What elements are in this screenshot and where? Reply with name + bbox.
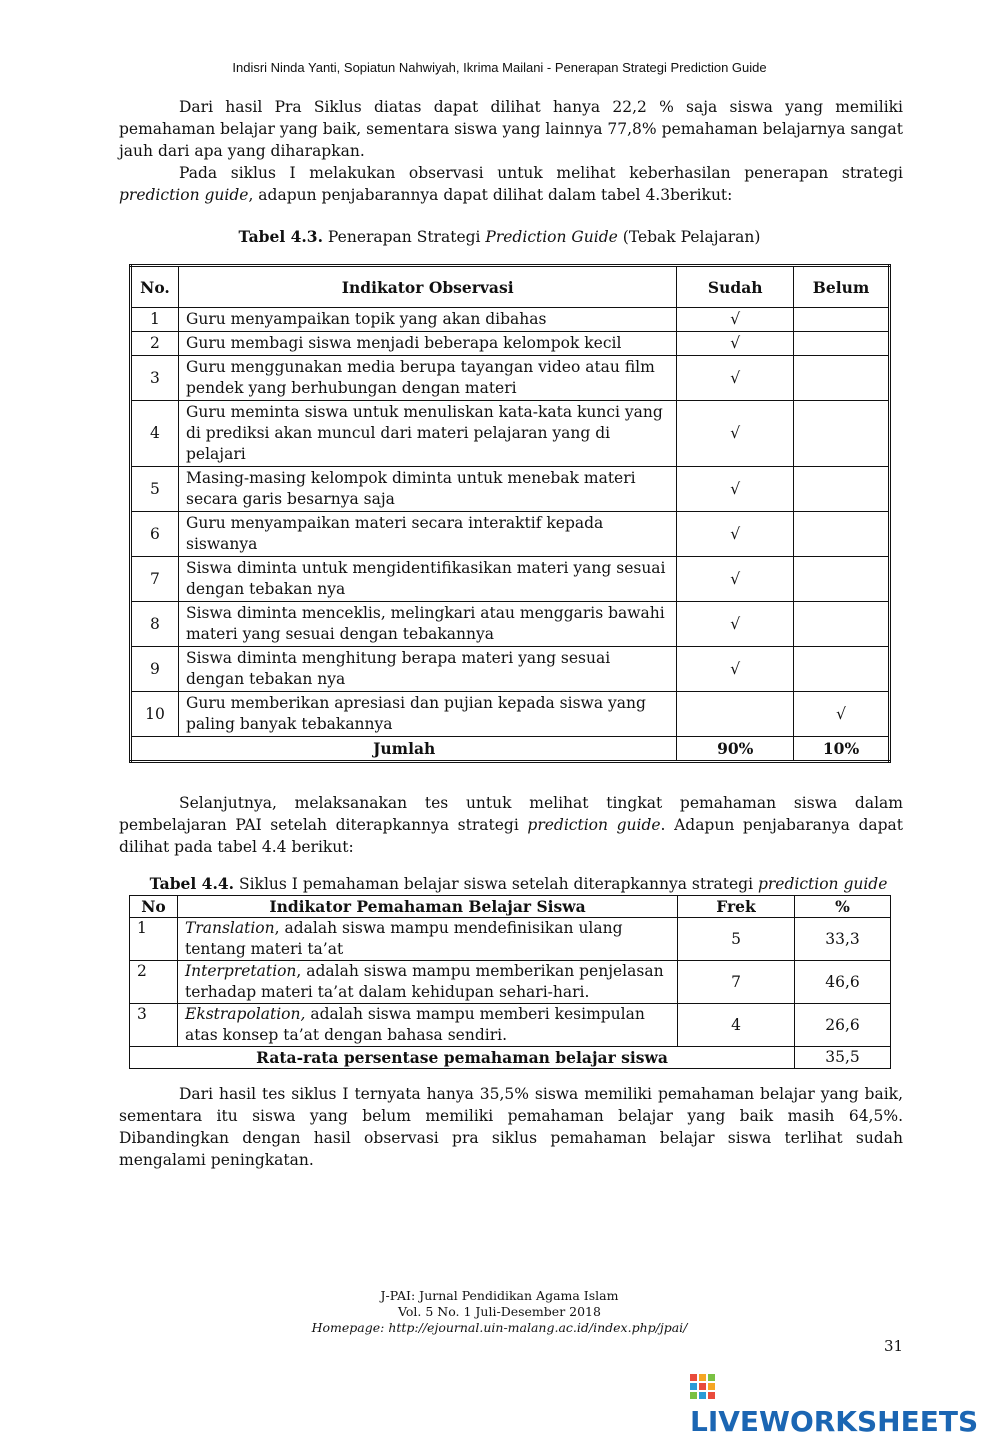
paragraph-text: Pada siklus I melakukan observasi untuk melihat keberhasilan penerapan strategi <box>179 164 903 182</box>
row-indikator: Guru menyampaikan materi secara interaktif kepada siswanya <box>178 512 676 557</box>
average-value: 35,5 <box>795 1047 891 1069</box>
row-no: 6 <box>131 512 179 557</box>
row-frek: 4 <box>678 1004 795 1047</box>
row-sudah-check: √ <box>677 512 794 557</box>
table-row <box>131 356 890 401</box>
row-belum-check <box>794 647 890 692</box>
row-belum-check <box>794 356 890 401</box>
page-number: 31 <box>884 1337 904 1355</box>
row-no: 2 <box>130 961 178 1004</box>
liveworksheets-logo <box>690 1372 999 1438</box>
row-sudah-check: √ <box>677 401 794 467</box>
row-no: 9 <box>131 647 179 692</box>
row-indikator: Guru menggunakan media berupa tayangan video atau film pendek yang berhubungan dengan materi <box>178 356 676 401</box>
table-4-4-caption <box>19 874 999 893</box>
row-indikator <box>178 918 678 961</box>
row-indikator: Guru menyampaikan topik yang akan dibahas <box>178 308 676 332</box>
row-no: 2 <box>131 332 179 356</box>
paragraph-text: Selanjutnya, melaksanakan tes untuk melihat tingkat pemahaman siswa dalam pembelajaran PAI setelah diterapkannya strategi <box>119 794 903 834</box>
caption-text: Penerapan Strategi <box>323 228 486 246</box>
total-belum: 10% <box>794 737 890 762</box>
caption-italic: prediction guide <box>757 875 888 893</box>
table-row <box>130 961 891 1004</box>
table-header-row <box>131 266 890 308</box>
table-row <box>131 647 890 692</box>
col-header-no: No. <box>131 266 179 308</box>
table-average-row <box>130 1047 891 1069</box>
row-indikator: Guru membagi siswa menjadi beberapa kelompok kecil <box>178 332 676 356</box>
row-no: 3 <box>131 356 179 401</box>
table-4-3-caption <box>0 227 999 246</box>
caption-label: Tabel 4.4. <box>149 874 235 893</box>
row-indikator: Siswa diminta menghitung berapa materi yang sesuai dengan tebakan nya <box>178 647 676 692</box>
paragraph-text: . Adapun penjabaranya dapat dilihat pada tabel 4.4 berikut: <box>119 816 904 856</box>
row-sudah-check: √ <box>677 557 794 602</box>
table-row <box>131 692 890 737</box>
paragraph-tes <box>119 792 903 858</box>
footer-volume: Vol. 5 No. 1 Juli-Desember 2018 <box>398 1304 601 1319</box>
row-sudah-check: √ <box>677 647 794 692</box>
col-header-indikator: Indikator Pemahaman Belajar Siswa <box>178 896 678 918</box>
table-row <box>131 332 890 356</box>
footer-journal: J-PAI: Jurnal Pendidikan Agama Islam <box>380 1288 619 1303</box>
row-no: 5 <box>131 467 179 512</box>
row-indikator <box>178 961 678 1004</box>
indikator-term: Interpretation <box>185 962 297 980</box>
indikator-term: Translation <box>185 919 275 937</box>
table-row <box>131 602 890 647</box>
row-sudah-check: √ <box>677 602 794 647</box>
row-belum-check <box>794 512 890 557</box>
col-header-belum: Belum <box>794 266 890 308</box>
row-no: 10 <box>131 692 179 737</box>
table-4-3 <box>129 264 891 763</box>
row-frek: 5 <box>678 918 795 961</box>
brand-text: LIVEWORKSHEETS <box>690 1405 979 1438</box>
total-sudah: 90% <box>677 737 794 762</box>
row-sudah-check <box>677 692 794 737</box>
row-indikator: Siswa diminta untuk mengidentifikasikan materi yang sesuai dengan tebakan nya <box>178 557 676 602</box>
table-header-row <box>130 896 891 918</box>
paragraph-conclusion: Dari hasil tes siklus I ternyata hanya 35,5% siswa memiliki pemahaman belajar yang baik, sementara itu siswa yang belum memiliki pemahaman belajar yang baik masih 64,5%. Dibandingkan dengan hasil observasi pra siklus pemahaman belajar siswa terlihat sudah mengalami peningkatan. <box>119 1085 903 1169</box>
row-no: 3 <box>130 1004 178 1047</box>
paragraph-siklus-1 <box>119 162 903 206</box>
row-no: 8 <box>131 602 179 647</box>
row-belum-check <box>794 332 890 356</box>
liveworksheets-grid-icon <box>690 1374 716 1400</box>
col-header-indikator: Indikator Observasi <box>178 266 676 308</box>
row-indikator: Siswa diminta menceklis, melingkari atau menggaris bawahi materi yang sesuai dengan tebakannya <box>178 602 676 647</box>
row-sudah-check: √ <box>677 467 794 512</box>
col-header-percent: % <box>795 896 891 918</box>
row-no: 1 <box>130 918 178 961</box>
row-belum-check <box>794 401 890 467</box>
table-row <box>131 512 890 557</box>
indikator-description: , adalah siswa mampu memberikan penjelasan terhadap materi ta’at dalam kehidupan sehari-hari. <box>185 962 664 1001</box>
table-4-4 <box>129 895 891 1069</box>
row-percent: 33,3 <box>795 918 891 961</box>
row-no: 7 <box>131 557 179 602</box>
caption-text: Siklus I pemahaman belajar siswa setelah diterapkannya strategi <box>234 875 758 893</box>
table-row <box>130 1004 891 1047</box>
indikator-description: , adalah siswa mampu mendefinisikan ulang tentang materi ta’at <box>185 919 623 958</box>
row-indikator: Guru meminta siswa untuk menuliskan kata-kata kunci yang di prediksi akan muncul dari materi pelajaran yang di pelajari <box>178 401 676 467</box>
footer-homepage: Homepage: http://ejournal.uin-malang.ac.id/index.php/jpai/ <box>311 1320 688 1335</box>
row-percent: 46,6 <box>795 961 891 1004</box>
paragraph-italic: prediction guide <box>527 816 661 834</box>
row-indikator: Guru memberikan apresiasi dan pujian kepada siswa yang paling banyak tebakannya <box>178 692 676 737</box>
row-sudah-check: √ <box>677 332 794 356</box>
col-header-sudah: Sudah <box>677 266 794 308</box>
row-sudah-check: √ <box>677 308 794 332</box>
table-row <box>131 401 890 467</box>
caption-text: (Tebak Pelajaran) <box>617 228 761 246</box>
paragraph-text: , adapun penjabarannya dapat dilihat dalam tabel 4.3berikut: <box>248 186 733 204</box>
row-indikator: Masing-masing kelompok diminta untuk menebak materi secara garis besarnya saja <box>178 467 676 512</box>
row-no: 4 <box>131 401 179 467</box>
row-percent: 26,6 <box>795 1004 891 1047</box>
total-label: Jumlah <box>131 737 677 762</box>
running-header: Indisri Ninda Yanti, Sopiatun Nahwiyah, Ikrima Mailani - Penerapan Strategi Prediction Guide <box>232 60 767 75</box>
table-row <box>130 918 891 961</box>
caption-italic: Prediction Guide <box>485 228 618 246</box>
col-header-no: No <box>130 896 178 918</box>
caption-label: Tabel 4.3. <box>238 227 323 246</box>
row-belum-check <box>794 308 890 332</box>
average-label: Rata-rata persentase pemahaman belajar siswa <box>130 1047 795 1069</box>
table-row <box>131 557 890 602</box>
col-header-frek: Frek <box>678 896 795 918</box>
table-row <box>131 308 890 332</box>
table-row <box>131 467 890 512</box>
row-no: 1 <box>131 308 179 332</box>
row-sudah-check: √ <box>677 356 794 401</box>
row-indikator <box>178 1004 678 1047</box>
row-frek: 7 <box>678 961 795 1004</box>
row-belum-check <box>794 557 890 602</box>
row-belum-check: √ <box>794 692 890 737</box>
paragraph-pra-siklus: Dari hasil Pra Siklus diatas dapat dilihat hanya 22,2 % saja siswa yang memiliki pemahaman belajar yang baik, sementara siswa yang lainnya 77,8% pemahaman belajarnya sangat jauh dari apa yang diharapkan. <box>119 98 903 160</box>
indikator-term: Ekstrapolation, <box>185 1005 306 1023</box>
row-belum-check <box>794 602 890 647</box>
row-belum-check <box>794 467 890 512</box>
paragraph-italic: prediction guide <box>119 186 249 204</box>
table-total-row <box>131 737 890 762</box>
indikator-description: adalah siswa mampu memberi kesimpulan atas konsep ta’at dengan bahasa sendiri. <box>185 1005 645 1044</box>
